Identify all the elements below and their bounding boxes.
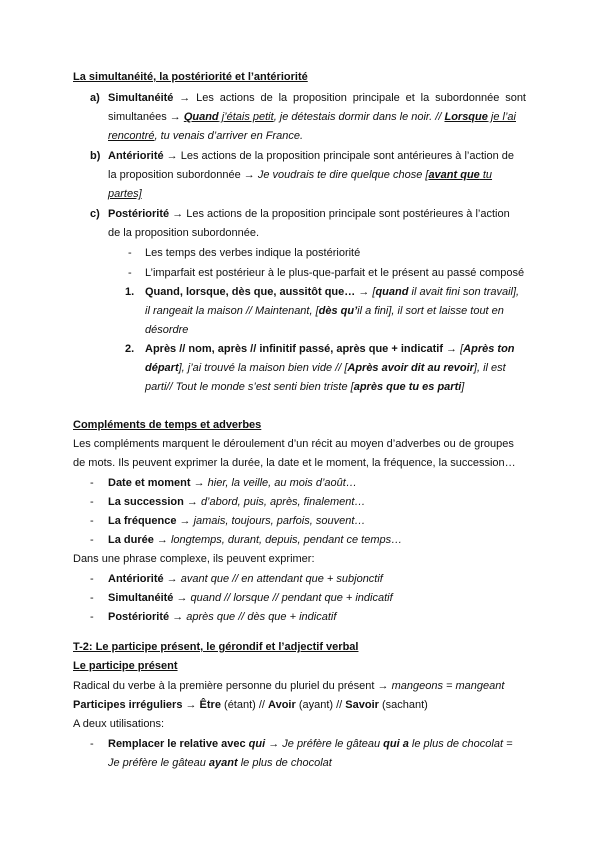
- item-marker-b: b): [90, 150, 101, 162]
- item-a-line3: rencontré, tu venais d’arriver en France.: [108, 130, 304, 142]
- dash-bullet: -: [90, 515, 94, 527]
- list-item: La durée → longtemps, durant, depuis, pendant ce temps…: [108, 534, 403, 546]
- dash-bullet: -: [90, 534, 94, 546]
- dash-bullet: -: [90, 592, 94, 604]
- list-item: Remplacer le relative avec qui → Je préfère le gâteau qui a le plus de chocolat =: [108, 738, 513, 750]
- paragraph-line: Dans une phrase complexe, ils peuvent exprimer:: [73, 553, 315, 565]
- numbered-1-line1: Quand, lorsque, dès que, aussitôt que… → [quand il avait fini son travail],: [145, 286, 520, 298]
- paragraph-line: Radical du verbe à la première personne du pluriel du présent → mangeons = mangeant: [73, 680, 505, 692]
- subsection-heading-participe: Le participe présent: [73, 660, 178, 672]
- dash-bullet: -: [90, 573, 94, 585]
- section-title-t2: T-2: Le participe présent, le gérondif et l’adjectif verbal: [73, 641, 359, 653]
- item-c-line2: de la proposition subordonnée.: [108, 227, 260, 239]
- paragraph-line: A deux utilisations:: [73, 718, 165, 730]
- paragraph-line: Les compléments marquent le déroulement d’un récit au moyen d’adverbes ou de groupes: [73, 438, 514, 450]
- item-a-line1: Simultanéité → Les actions de la proposition principale et la subordonnée sont: [108, 92, 526, 104]
- numbered-marker-2: 2.: [125, 343, 135, 355]
- item-c-line1: Postériorité → Les actions de la proposition principale sont postérieures à l’action: [108, 208, 510, 220]
- item-b-line1: Antériorité → Les actions de la proposition principale sont antérieures à l’action de: [108, 150, 514, 162]
- list-item-continuation: Je préfère le gâteau ayant le plus de chocolat: [108, 757, 332, 769]
- dash-bullet: -: [128, 247, 132, 259]
- paragraph-line: Participes irréguliers → Être (étant) // Avoir (ayant) // Savoir (sachant): [73, 699, 428, 711]
- numbered-2-line1: Après // nom, après // infinitif passé, après que + indicatif → [Après ton: [145, 343, 515, 355]
- numbered-2-line2: départ], j’ai trouvé la maison bien vide // [Après avoir dit au revoir], il est: [145, 362, 506, 374]
- dash-bullet: -: [90, 611, 94, 623]
- c-dash-item-2: L’imparfait est postérieur à le plus-que-parfait et le présent au passé composé: [145, 267, 525, 279]
- dash-bullet: -: [90, 477, 94, 489]
- dash-bullet: -: [90, 496, 94, 508]
- numbered-2-line3: parti// Tout le monde s’est senti bien triste [après que tu es parti]: [145, 381, 465, 393]
- list-item: La fréquence → jamais, toujours, parfois, souvent…: [108, 515, 366, 527]
- list-item: Antériorité → avant que // en attendant que + subjonctif: [108, 573, 383, 585]
- numbered-1-line2: il rangeait la maison // Maintenant, [dès qu’il a fini], il sort et laisse tout en: [145, 305, 504, 317]
- numbered-marker-1: 1.: [125, 286, 135, 298]
- section-heading-complements: Compléments de temps et adverbes: [73, 419, 262, 431]
- item-a-line2: simultanées → Quand j’étais petit, je détestais dormir dans le noir. // Lorsque je l’ai: [108, 111, 516, 123]
- item-b-line2: la proposition subordonnée → Je voudrais te dire quelque chose [avant que tu: [108, 169, 493, 181]
- item-b-line3: partes]: [108, 188, 142, 200]
- list-item: Simultanéité → quand // lorsque // pendant que + indicatif: [108, 592, 393, 604]
- list-item: Postériorité → après que // dès que + indicatif: [108, 611, 337, 623]
- section-heading-simultaneite: La simultanéité, la postériorité et l’antériorité: [73, 71, 308, 83]
- paragraph-line: de mots. Ils peuvent exprimer la durée, la date et le moment, la fréquence, la succession…: [73, 457, 516, 469]
- item-marker-a: a): [90, 92, 100, 104]
- item-marker-c: c): [90, 208, 100, 220]
- list-item: La succession → d’abord, puis, après, finalement…: [108, 496, 366, 508]
- c-dash-item-1: Les temps des verbes indique la postériorité: [145, 247, 361, 259]
- numbered-1-line3: désordre: [145, 324, 189, 336]
- list-item: Date et moment → hier, la veille, au mois d’août…: [108, 477, 357, 489]
- dash-bullet: -: [128, 267, 132, 279]
- dash-bullet: -: [90, 738, 94, 750]
